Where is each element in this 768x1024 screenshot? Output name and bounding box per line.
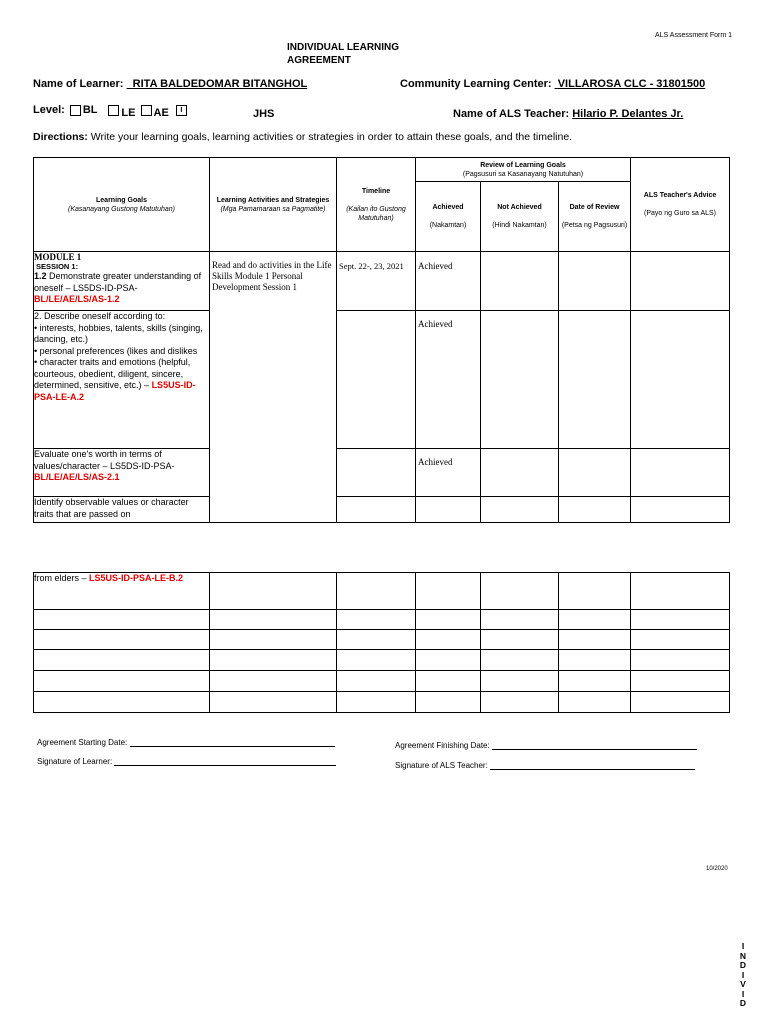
empty-cell bbox=[34, 650, 210, 671]
goal-cell-2: 2. Describe oneself according to: • interests, hobbies, talents, skills (singing, dancing, etc.) • personal preferences (likes and dislikes • character traits and emotions (helpful, courteous, obedient, diligent, sincere, determined, sensitive, etc.) – LS5US-ID-PSA-LE-A.2 bbox=[34, 311, 210, 449]
table-row bbox=[34, 252, 730, 311]
advice-cell-2 bbox=[631, 311, 730, 449]
teacher-row bbox=[453, 108, 683, 120]
empty-cell bbox=[337, 630, 416, 650]
advice-cell-1 bbox=[631, 252, 730, 311]
level-row bbox=[33, 104, 189, 119]
teacher-name: Hilario P. Delantes Jr. bbox=[572, 108, 684, 120]
teacher-signature-line[interactable] bbox=[490, 761, 695, 770]
empty-cell bbox=[337, 650, 416, 671]
table-row bbox=[34, 630, 730, 650]
empty-cell bbox=[631, 671, 730, 692]
empty-cell bbox=[416, 630, 481, 650]
empty-cell bbox=[34, 610, 210, 630]
directions bbox=[33, 131, 572, 143]
goal-cell-3: Evaluate one's worth in terms of values/character – LS5DS-ID-PSA-BL/LE/AE/LS/AS-2.1 bbox=[34, 449, 210, 497]
empty-cell bbox=[34, 630, 210, 650]
level-le-checkbox[interactable] bbox=[108, 105, 119, 116]
level-bl-label: BL bbox=[82, 104, 98, 116]
empty-cell bbox=[559, 671, 631, 692]
empty-cell bbox=[416, 650, 481, 671]
empty-cell bbox=[559, 692, 631, 713]
clc-value: VILLAROSA CLC - 31801500 bbox=[557, 78, 706, 90]
start-date-label: Agreement Starting Date: bbox=[37, 738, 128, 747]
empty-cell bbox=[416, 692, 481, 713]
table-row bbox=[34, 671, 730, 692]
learner-label: Name of Learner: bbox=[33, 78, 124, 90]
learner-signature-line[interactable] bbox=[114, 757, 336, 766]
date-review-cell-2 bbox=[559, 311, 631, 449]
empty-cell bbox=[631, 650, 730, 671]
not-achieved-cell-1 bbox=[481, 252, 559, 311]
empty-cell bbox=[210, 671, 337, 692]
achieved-cell-2: Achieved bbox=[416, 311, 481, 449]
timeline-cell-3 bbox=[337, 449, 416, 497]
header-review: Review of Learning Goals (Pagsusuri sa Kasanayang Natutuhan) bbox=[416, 158, 631, 182]
empty-cell bbox=[210, 692, 337, 713]
header-goals: Learning Goals (Kasanayang Gustong Matutuhan) bbox=[34, 158, 210, 252]
level-jhs: JHS bbox=[253, 108, 275, 120]
table-row bbox=[34, 610, 730, 630]
timeline-cell-2 bbox=[337, 311, 416, 449]
level-bl-checkbox[interactable] bbox=[70, 105, 81, 116]
not-achieved-cell-3 bbox=[481, 449, 559, 497]
empty-cell bbox=[337, 671, 416, 692]
finish-date-row bbox=[395, 741, 697, 750]
teacher-signature-label: Signature of ALS Teacher: bbox=[395, 761, 488, 770]
goal-cell-4: Identify observable values or character traits that are passed on bbox=[34, 497, 210, 523]
level-ae-checkbox[interactable] bbox=[141, 105, 152, 116]
goal-cell-5: from elders – LS5US-ID-PSA-LE-B.2 bbox=[34, 573, 210, 610]
start-date-line[interactable] bbox=[130, 738, 335, 747]
empty-cell bbox=[210, 630, 337, 650]
timeline-cell-1: Sept. 22-, 23, 2021 bbox=[337, 252, 416, 311]
level-label: Level: bbox=[33, 104, 65, 116]
not-achieved-cell-4 bbox=[481, 497, 559, 523]
level-le-label: LE bbox=[121, 107, 136, 119]
table-row bbox=[34, 650, 730, 671]
empty-cell bbox=[559, 610, 631, 630]
achieved-cell-1: Achieved bbox=[416, 252, 481, 311]
start-date-row bbox=[37, 738, 335, 747]
timeline-cell-4 bbox=[337, 497, 416, 523]
empty-cell bbox=[416, 610, 481, 630]
teacher-signature-row bbox=[395, 761, 695, 770]
table-row bbox=[34, 573, 730, 610]
empty-cell bbox=[416, 671, 481, 692]
form-date-code: 10/2020 bbox=[706, 866, 728, 872]
empty-cell bbox=[481, 671, 559, 692]
empty-cell bbox=[631, 630, 730, 650]
empty-cell bbox=[481, 650, 559, 671]
page-title: INDIVIDUAL LEARNING AGREEMENT bbox=[287, 42, 400, 66]
empty-cell bbox=[559, 573, 631, 610]
empty-cell bbox=[416, 573, 481, 610]
empty-cell bbox=[631, 692, 730, 713]
table-row bbox=[34, 311, 730, 449]
date-review-cell-4 bbox=[559, 497, 631, 523]
table-row bbox=[34, 497, 730, 523]
empty-cell bbox=[559, 630, 631, 650]
directions-text: Write your learning goals, learning activities or strategies in order to attain these goals, and the timeline. bbox=[90, 131, 573, 143]
finish-date-label: Agreement Finishing Date: bbox=[395, 741, 490, 750]
date-review-cell-3 bbox=[559, 449, 631, 497]
empty-cell bbox=[337, 610, 416, 630]
empty-cell bbox=[210, 573, 337, 610]
clc-label: Community Learning Center: bbox=[400, 78, 552, 90]
goal-cell-1: MODULE 1 SESSION 1: 1.2 Demonstrate greater understanding of oneself – LS5DS-ID-PSA-BL/LE/AE/LS/AS-1.2 bbox=[34, 252, 210, 311]
form-tag: ALS Assessment Form 1 bbox=[655, 32, 733, 39]
achieved-cell-4 bbox=[416, 497, 481, 523]
learner-row bbox=[33, 78, 395, 90]
goals-table-continued bbox=[33, 572, 730, 713]
header-date-review: Date of Review (Petsa ng Pagsusuri) bbox=[559, 182, 631, 252]
empty-cell bbox=[481, 610, 559, 630]
learner-name: RITA BALDEDOMAR BITANGHOL bbox=[132, 78, 308, 90]
header-achieved: Achieved (Nakamtan) bbox=[416, 182, 481, 252]
header-timeline: Timeline (Kailan ito Gustong Matutuhan) bbox=[337, 158, 416, 252]
empty-cell bbox=[481, 630, 559, 650]
empty-cell bbox=[34, 671, 210, 692]
advice-cell-3 bbox=[631, 449, 730, 497]
date-review-cell-1 bbox=[559, 252, 631, 311]
header-not-achieved: Not Achieved (Hindi Nakamtan) bbox=[481, 182, 559, 252]
not-achieved-cell-2 bbox=[481, 311, 559, 449]
level-ae-label: AE bbox=[153, 107, 169, 119]
table-row bbox=[34, 449, 730, 497]
header-advice: ALS Teacher's Advice (Payo ng Guro sa ALS) bbox=[631, 158, 730, 252]
sidebar-vertical-text: I N D I V I D bbox=[739, 941, 747, 1008]
table-row bbox=[34, 692, 730, 713]
level-check-mark[interactable]: I bbox=[176, 105, 187, 116]
empty-cell bbox=[631, 610, 730, 630]
empty-cell bbox=[481, 573, 559, 610]
activity-cell: Read and do activities in the Life Skills Module 1 Personal Development Session 1 bbox=[210, 252, 337, 523]
empty-cell bbox=[34, 692, 210, 713]
teacher-label: Name of ALS Teacher: bbox=[453, 108, 570, 120]
empty-cell bbox=[210, 610, 337, 630]
empty-cell bbox=[559, 650, 631, 671]
learner-signature-label: Signature of Learner: bbox=[37, 757, 113, 766]
achieved-cell-3: Achieved bbox=[416, 449, 481, 497]
header-activities: Learning Activities and Strategies (Mga Pamamaraan sa Pagmatite) bbox=[210, 158, 337, 252]
empty-cell bbox=[481, 692, 559, 713]
empty-cell bbox=[337, 692, 416, 713]
empty-cell bbox=[337, 573, 416, 610]
advice-cell-4 bbox=[631, 497, 730, 523]
finish-date-line[interactable] bbox=[492, 741, 697, 750]
goals-table bbox=[33, 157, 730, 523]
directions-label: Directions: bbox=[33, 131, 88, 143]
empty-cell bbox=[631, 573, 730, 610]
learner-signature-row bbox=[37, 757, 336, 766]
empty-cell bbox=[210, 650, 337, 671]
clc-row bbox=[400, 78, 735, 90]
